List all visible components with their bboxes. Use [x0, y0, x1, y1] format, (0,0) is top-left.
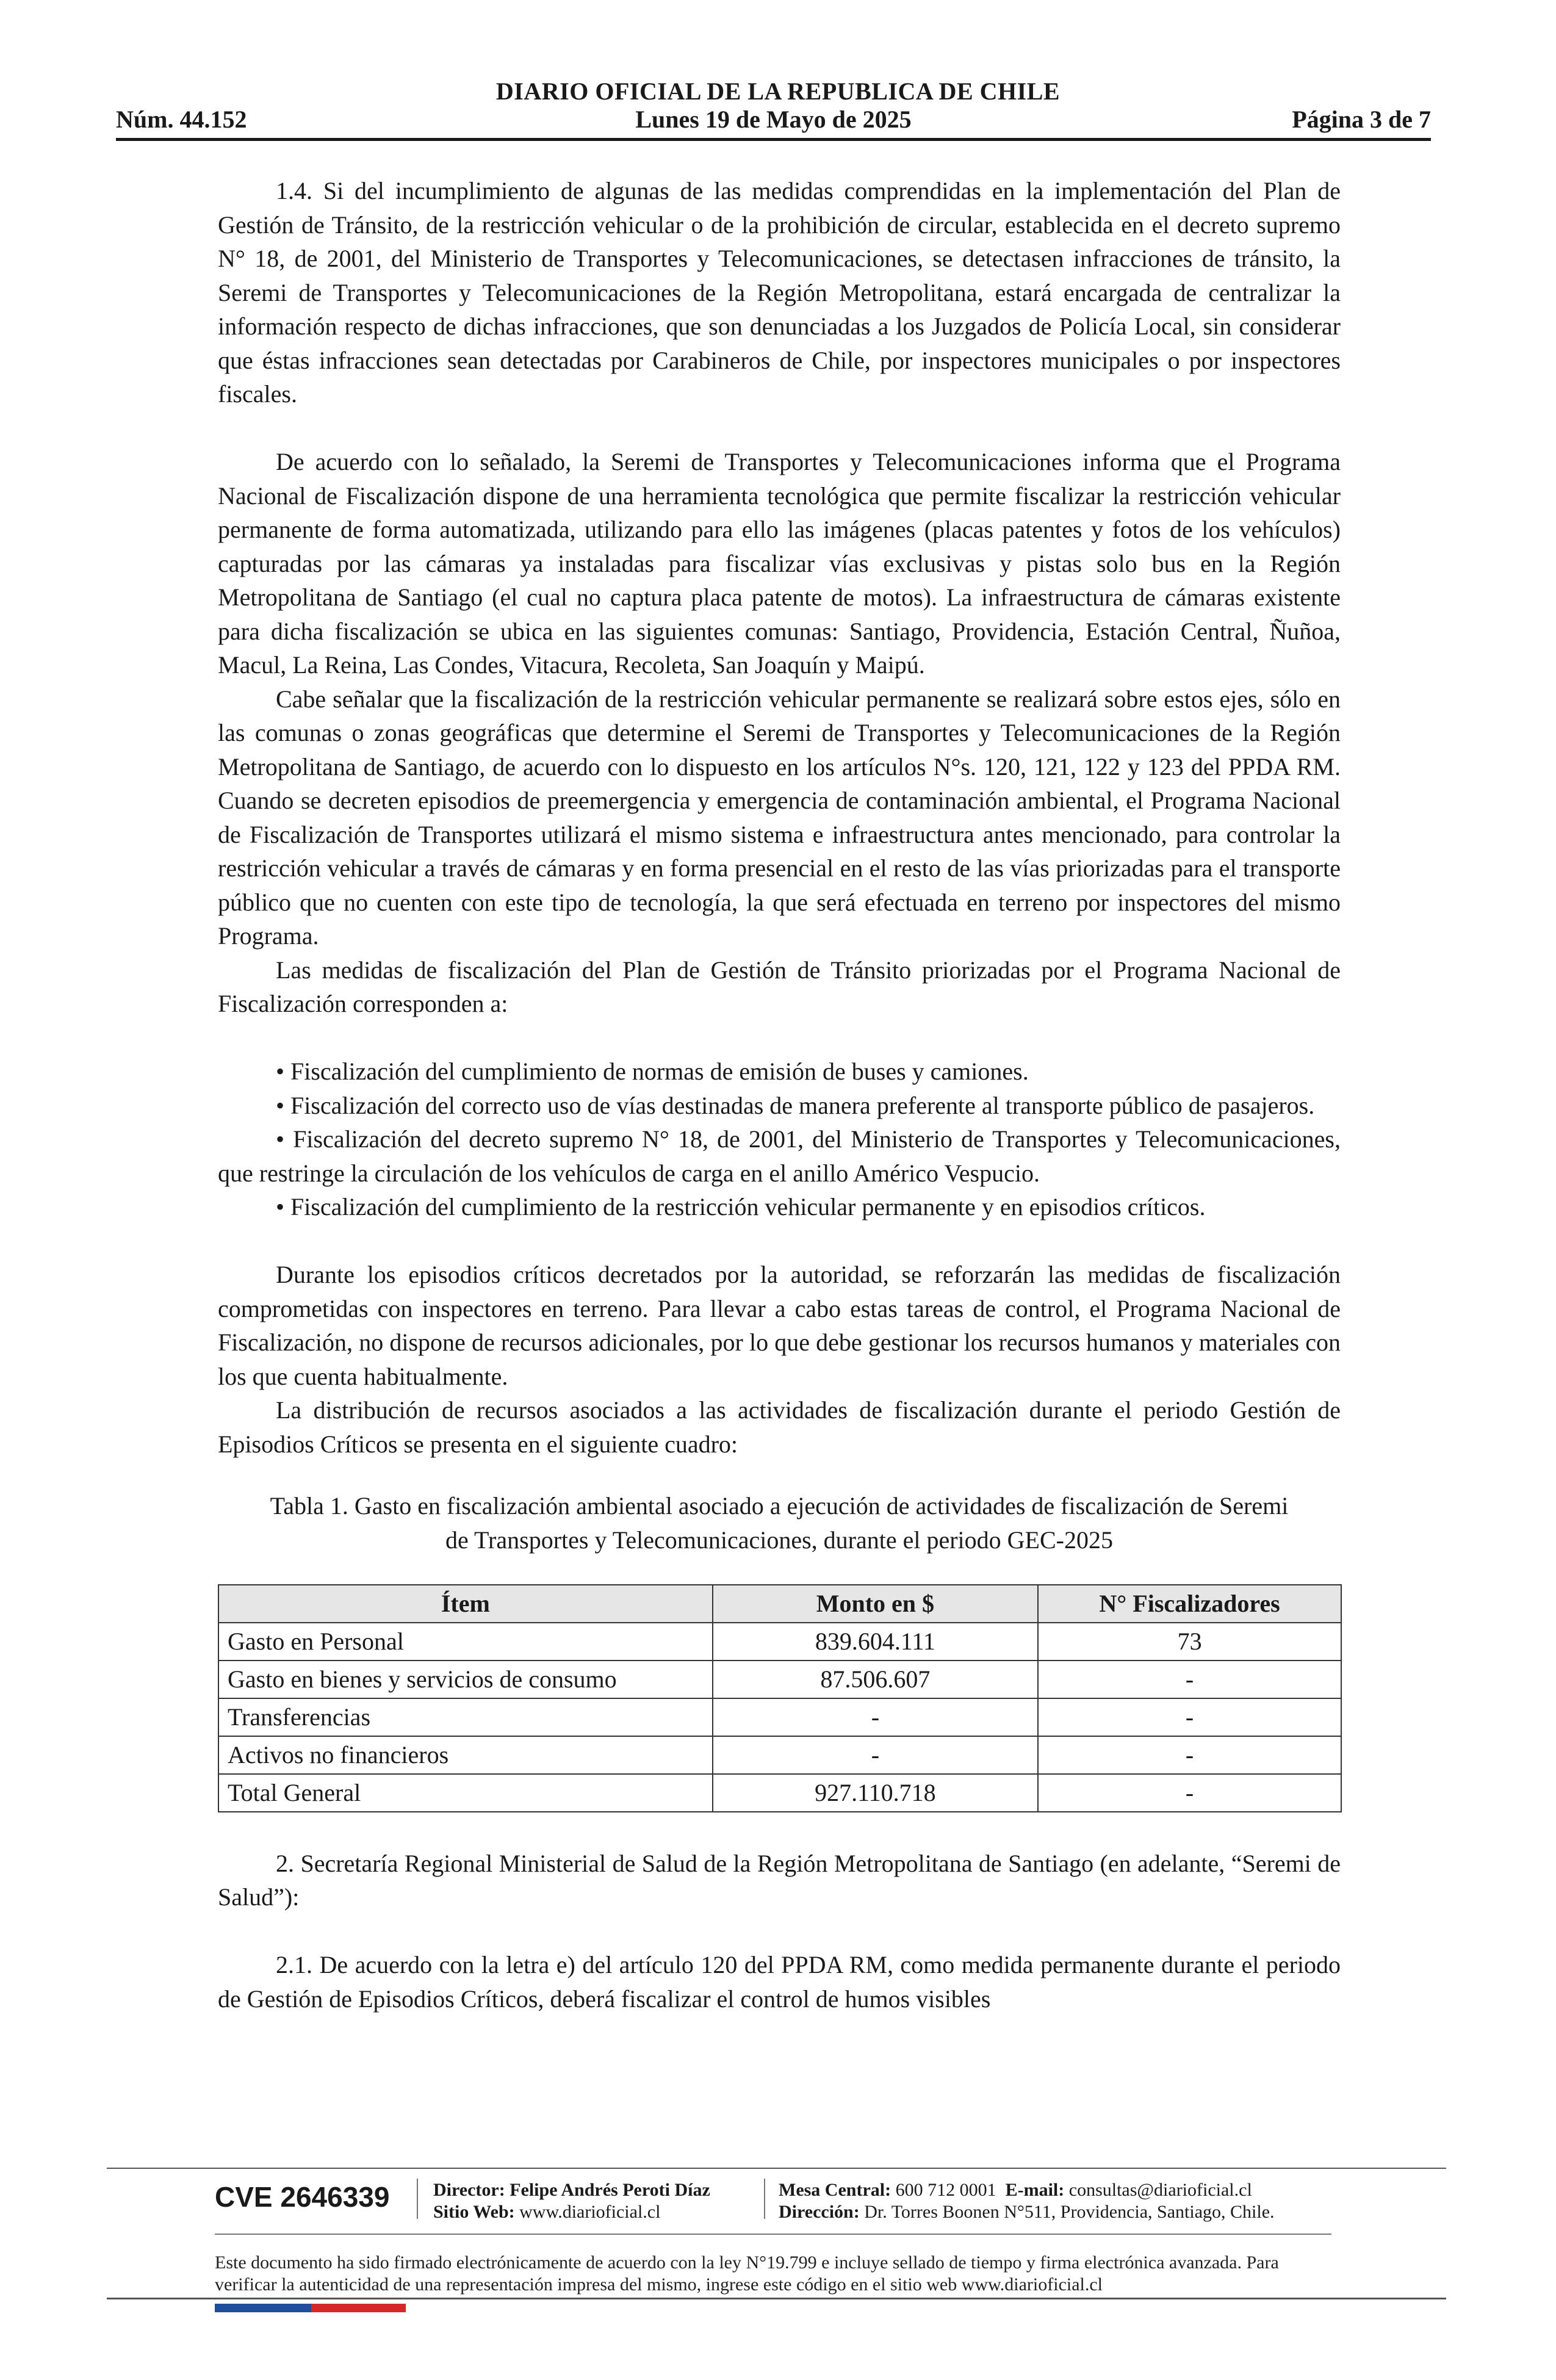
paragraph-medidas: Las medidas de fiscalización del Plan de Gestión de Tránsito priorizadas por el Programa Nacional de Fiscalización corresponden a:	[218, 956, 1341, 1017]
header-divider	[116, 138, 1431, 141]
bullet-item: • Fiscalización del correcto uso de vías destinadas de manera preferente al transporte público de pasajeros.	[276, 1091, 1315, 1119]
flag-stripe-red	[311, 2304, 406, 2312]
table-cell: -	[713, 1698, 1039, 1736]
table-row	[218, 1661, 1341, 1698]
paragraph-cabe-senalar: Cabe señalar que la fiscalización de la restricción vehicular permanente se realizará sobre estos ejes, sólo en las comunas o zonas geográficas que determine el Seremi de Transportes y Telecomunicaciones de la Región Metropolitana de Santiago, de acuerdo con lo dispuesto en los artículos N°s. 120, 121, 122 y 123 del PPDA RM. Cuando se decreten episodios de preemergencia y emergencia de contaminación ambiental, el Programa Nacional de Fiscalización de Transportes utilizará el mismo sistema e infraestructura antes mencionado, para controlar la restricción vehicular a través de cámaras y en forma presencial en el resto de las vías priorizadas para el transporte público que no cuenten con este tipo de tecnología, la que será efectuada en terreno por inspectores del mismo Programa.	[218, 685, 1341, 950]
footer-divider-bottom	[107, 2298, 1446, 2299]
flag-stripe-blue	[215, 2304, 311, 2312]
table-cell: -	[1038, 1736, 1341, 1774]
website-link[interactable]: www.diarioficial.cl	[519, 2202, 661, 2222]
table-cell: Gasto en bienes y servicios de consumo	[218, 1661, 713, 1698]
director-label: Director:	[433, 2180, 505, 2200]
table-header-row	[218, 1585, 1341, 1623]
table-cell: 839.604.111	[713, 1623, 1039, 1661]
table-cell: -	[1038, 1774, 1341, 1812]
cve-code: CVE 2646339	[215, 2181, 390, 2213]
table-cell: Gasto en Personal	[218, 1623, 713, 1661]
address-label: Dirección:	[779, 2202, 860, 2222]
mesa-phone: 600 712 0001	[895, 2180, 996, 2200]
newspaper-title: DIARIO OFICIAL DE LA REPUBLICA DE CHILE	[495, 78, 1061, 105]
table-cell: -	[1038, 1661, 1341, 1698]
footer-separator	[417, 2179, 418, 2219]
table-caption-line-2: de Transportes y Telecomunicaciones, durante el periodo GEC-2025	[445, 1526, 1113, 1554]
table-cell: -	[713, 1736, 1039, 1774]
page-indicator: Página 3 de 7	[1292, 106, 1431, 133]
paragraph-2-1: 2.1. De acuerdo con la letra e) del artículo 120 del PPDA RM, como medida permanente durante el periodo de Gestión de Episodios Críticos, deberá fiscalizar el control de humos visibles	[218, 1951, 1341, 2013]
document-body	[218, 174, 1341, 2016]
address-value: Dr. Torres Boonen N°511, Providencia, Santiago, Chile.	[864, 2202, 1275, 2222]
footer-separator	[764, 2179, 765, 2219]
bullet-item: • Fiscalización del cumplimiento de la restricción vehicular permanente y en episodios críticos.	[276, 1193, 1206, 1221]
director-name: Felipe Andrés Peroti Díaz	[510, 2180, 710, 2200]
website-label: Sitio Web:	[433, 2202, 515, 2222]
paragraph-distribucion: La distribución de recursos asociados a las actividades de fiscalización durante el periodo Gestión de Episodios Críticos se presenta en el siguiente cuadro:	[218, 1396, 1341, 1458]
bullet-item: • Fiscalización del cumplimiento de normas de emisión de buses y camiones.	[276, 1058, 1029, 1085]
column-header-monto: Monto en $	[713, 1585, 1039, 1623]
contact-block	[779, 2179, 1275, 2223]
table-cell: Total General	[218, 1774, 713, 1812]
legal-notice: Este documento ha sido firmado electrónicamente de acuerdo con la ley N°19.799 e incluye sellado de tiempo y firma electrónica avanzada. Para verificar la autenticidad de una representación impresa del mismo, ingrese este código en el sitio web www.diarioficial.cl	[215, 2252, 1279, 2295]
table-cell: 73	[1038, 1623, 1341, 1661]
column-header-item: Ítem	[218, 1585, 713, 1623]
table-cell: 927.110.718	[713, 1774, 1039, 1812]
email-link[interactable]: consultas@diarioficial.cl	[1068, 2180, 1252, 2200]
table-cell: -	[1038, 1698, 1341, 1736]
table-cell: Transferencias	[218, 1698, 713, 1736]
paragraph-1-4: 1.4. Si del incumplimiento de algunas de las medidas comprendidas en la implementación del Plan de Gestión de Tránsito, de la restricción vehicular o de la prohibición de circular, establecida en el decreto supremo N° 18, de 2001, del Ministerio de Transportes y Telecomunicaciones, se detectasen infracciones de tránsito, la Seremi de Transportes y Telecomunicaciones de la Región Metropolitana, estará encargada de centralizar la información respecto de dichas infracciones, que son denunciadas a los Juzgados de Policía Local, sin considerar que éstas infracciones sean detectadas por Carabineros de Chile, por inspectores municipales o por inspectores fiscales.	[218, 177, 1341, 408]
footer-divider-middle	[215, 2234, 1331, 2235]
bullet-item: • Fiscalización del decreto supremo N° 18, de 2001, del Ministerio de Transportes y Telecomunicaciones, que restringe la circulación de los vehículos de carga en el anillo Américo Vespucio.	[218, 1125, 1341, 1187]
director-block	[433, 2179, 710, 2223]
table-total-row	[218, 1774, 1341, 1812]
table-cell: Activos no financieros	[218, 1736, 713, 1774]
footer-divider-top	[107, 2168, 1446, 2169]
table-row	[218, 1736, 1341, 1774]
expense-table	[218, 1584, 1342, 1812]
paragraph-acuerdo: De acuerdo con lo señalado, la Seremi de Transportes y Telecomunicaciones informa que el Programa Nacional de Fiscalización dispone de una herramienta tecnológica que permite fiscalizar la restricción vehicular permanente de forma automatizada, utilizando para ello las imágenes (placas patentes y fotos de los vehículos) capturadas por las cámaras ya instaladas para fiscalizar vías exclusivas y pistas solo bus en la Región Metropolitana de Santiago (el cual no captura placa patente de motos). La infraestructura de cámaras existente para dicha fiscalización se ubica en las siguientes comunas: Santiago, Providencia, Estación Central, Ñuñoa, Macul, La Reina, Las Condes, Vitacura, Recoleta, San Joaquín y Maipú.	[218, 448, 1341, 679]
issue-date: Lunes 19 de Mayo de 2025	[635, 106, 912, 133]
email-label: E-mail:	[1005, 2180, 1065, 2200]
table-row	[218, 1623, 1341, 1661]
table-cell: 87.506.607	[713, 1661, 1039, 1698]
paragraph-seremi-salud: 2. Secretaría Regional Ministerial de Salud de la Región Metropolitana de Santiago (en adelante, “Seremi de Salud”):	[218, 1849, 1341, 1911]
table-row	[218, 1698, 1341, 1736]
paragraph-episodios: Durante los episodios críticos decretados por la autoridad, se reforzarán las medidas de fiscalización comprometidas con inspectores en terreno. Para llevar a cabo estas tareas de control, el Programa Nacional de Fiscalización, no dispone de recursos adicionales, por lo que debe gestionar los recursos humanos y materiales con los que cuenta habitualmente.	[218, 1261, 1341, 1390]
mesa-label: Mesa Central:	[779, 2180, 891, 2200]
issue-number: Núm. 44.152	[116, 106, 247, 133]
column-header-fiscalizadores: N° Fiscalizadores	[1038, 1585, 1341, 1623]
table-caption-line-1: Tabla 1. Gasto en fiscalización ambiental asociado a ejecución de actividades de fiscalización de Seremi	[270, 1492, 1289, 1520]
